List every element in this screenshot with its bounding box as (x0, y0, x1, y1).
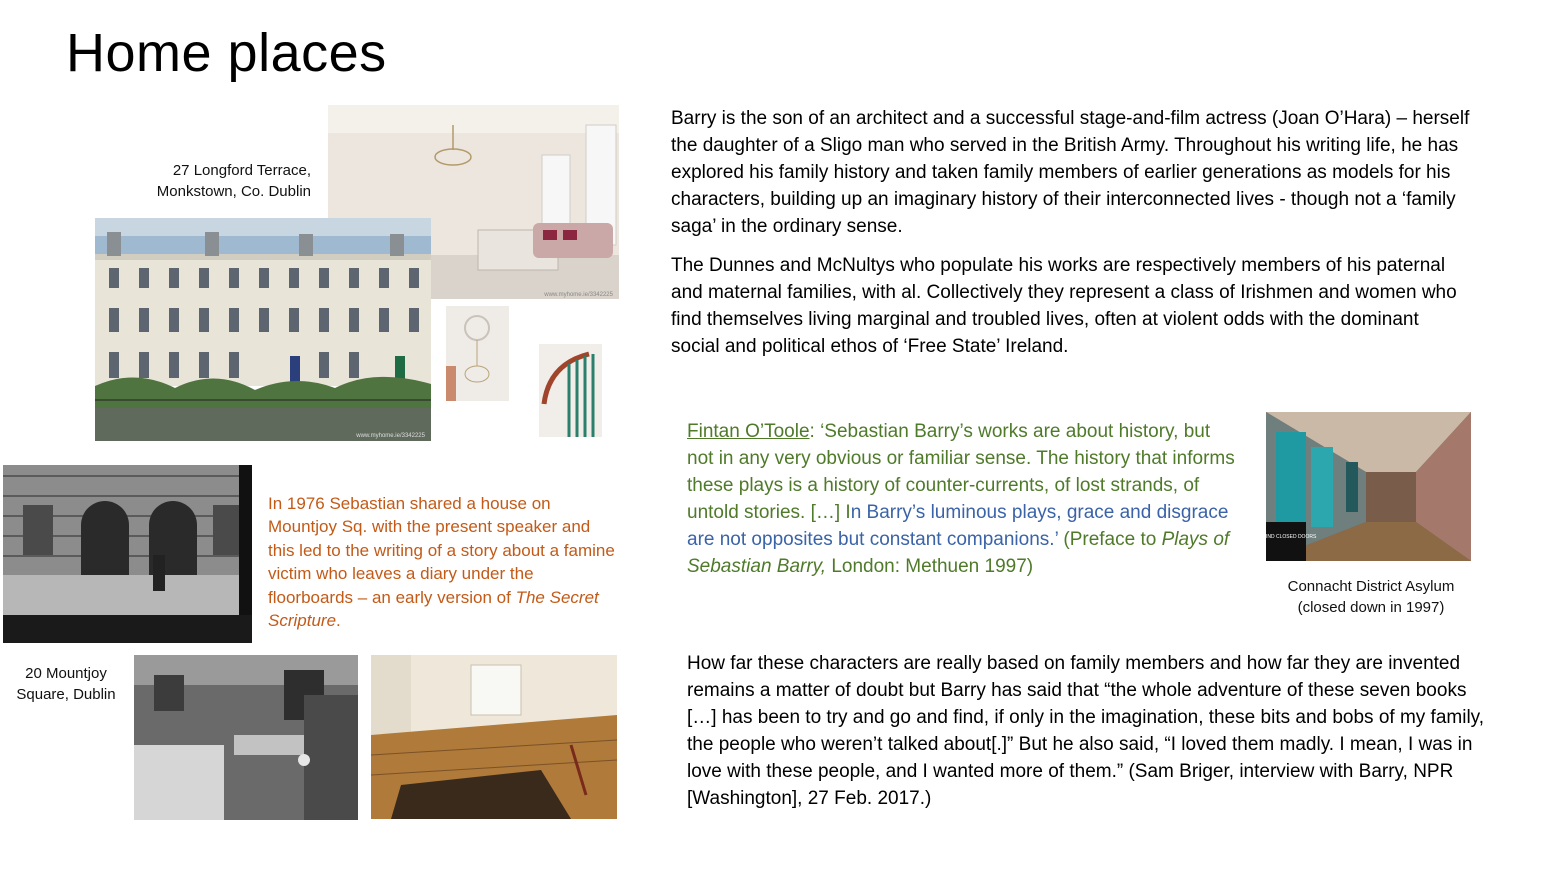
anecdote-end: . (336, 611, 341, 631)
anecdote-book-title: The Secret Scripture (268, 587, 599, 631)
ceiling-chandelier-photo (446, 306, 509, 401)
quote-part4: London: Methuen 1997) (826, 556, 1034, 577)
paragraph-biography: Barry is the son of an architect and a successful stage-and-film actress (Joan O’Hara) – herself the daughter of a Sligo man who served in the British Army. Throughout his writing life, he has explored his family history and taken family members of earlier generations as models for his characters, building up an imaginary history of their interconnected lives - though not a ‘family saga’ in the ordinary sense. (671, 108, 1470, 237)
floorboards-photo (371, 655, 617, 819)
bw-room-photo (134, 655, 358, 820)
caption-asylum (1256, 576, 1486, 618)
asylum-watermark: BEHIND CLOSED DOORS (1255, 534, 1317, 540)
asylum-corridor-photo (1255, 412, 1471, 561)
anecdote-text (268, 492, 620, 632)
quote-book-title: Plays of Sebastian Barry, (687, 529, 1230, 577)
caption-mountjoy-square: 20 Mountjoy Square, Dublin (16, 665, 116, 703)
paragraph-families: The Dunnes and McNultys who populate his works are respectively members of his paternal and maternal families, with al. Collectively they represent a class of Irishmen and women who find themselves living marginal and troubled lives, often at violent odds with the dominant social and political ethos of ‘Free State’ Ireland. (671, 255, 1457, 357)
quote-part3: (Preface to (1058, 529, 1162, 550)
quote-part2: n Barry’s luminous plays, grace and disgrace are not opposites but constant companions.’ (687, 502, 1229, 550)
terrace-watermark: www.myhome.ie/3342225 (356, 433, 425, 439)
terrace-exterior-photo (95, 218, 431, 441)
caption-asylum-name: Connacht District Asylum (1287, 578, 1455, 595)
paragraph-interview: How far these characters are really based on family members and how far they are invented remains a matter of doubt but Barry has said that “the whole adventure of these seven books […] has been to try and go and find, if only in the imagination, these bits and bobs of my family, the people who weren’t talked about[.]” But he also said, “I loved them madly. I mean, I was in love with these people, and I wanted more of them.” (Sam Briger, interview with Barry, NPR [Washington], 27 Feb. 2017.) (687, 653, 1485, 809)
anecdote-body: In 1976 Sebastian shared a house on Mountjoy Sq. with the present speaker and this led to the writing of a story about a famine victim who leaves a diary under the floorboards – an early version of (268, 494, 615, 607)
interior-watermark: www.myhome.ie/3342225 (544, 292, 613, 298)
otoole-quote (687, 418, 1239, 580)
mountjoy-street-photo (3, 465, 252, 643)
quote-author: Fintan O’Toole (687, 421, 810, 442)
caption-longford-terrace: 27 Longford Terrace, Monkstown, Co. Dublin (156, 162, 311, 200)
staircase-photo (539, 344, 602, 437)
caption-asylum-note: (closed down in 1997) (1297, 599, 1445, 616)
text-column (671, 105, 1471, 372)
slide-title: Home places (66, 23, 387, 83)
quote-part1: : ‘Sebastian Barry’s works are about history, but not in any very obvious or familiar sense. The history that informs these plays is a history of counter-currents, of lost strands, of untold stories. […] I (687, 421, 1235, 523)
